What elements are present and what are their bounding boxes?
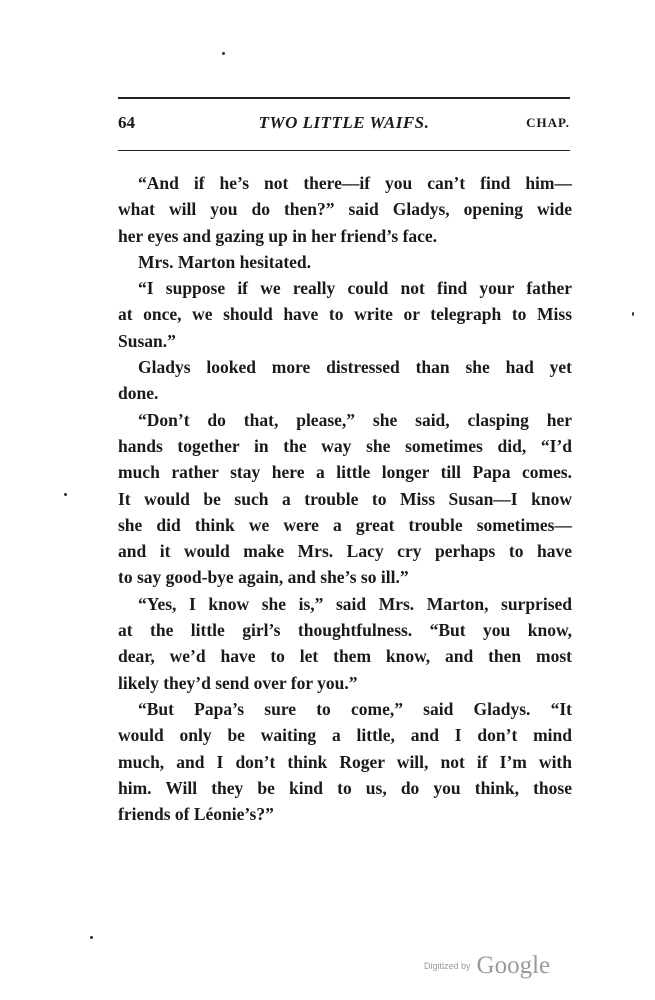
header-top-rule <box>118 97 570 99</box>
text-line: much rather stay here a little longer till Papa comes. <box>118 462 572 483</box>
text-line: Mrs. Marton hesitated. <box>138 251 312 272</box>
text-line: done. <box>118 383 159 404</box>
text-line: Gladys looked more distressed than she had yet <box>138 357 572 378</box>
text-line: much, and I don’t think Roger will, not if I’m with <box>118 751 572 772</box>
text-line: dear, we’d have to let them know, and then most <box>118 646 572 667</box>
chapter-label: CHAP. <box>526 115 570 130</box>
digitized-by-label: Digitized by <box>424 961 471 971</box>
text-line: “Don’t do that, please,” she said, clasping her <box>138 409 572 430</box>
text-line: “I suppose if we really could not find your father <box>138 278 572 299</box>
text-line: hands together in the way she sometimes did, “I’d <box>118 435 572 456</box>
text-line: would only be waiting a little, and I don’t mind <box>118 725 572 746</box>
text-line: she did think we were a great trouble sometimes— <box>118 514 572 535</box>
page-number: 64 <box>118 113 135 132</box>
text-line: and it would make Mrs. Lacy cry perhaps to have <box>118 541 572 562</box>
text-line: It would be such a trouble to Miss Susan—I know <box>118 488 572 509</box>
text-line: her eyes and gazing up in her friend’s face. <box>118 225 438 246</box>
text-line: him. Will they be kind to us, do you think, those <box>118 777 572 798</box>
text-line: likely they’d send over for you.” <box>118 672 358 693</box>
text-line: at the little girl’s thoughtfulness. “But you know, <box>118 620 572 641</box>
text-line: at once, we should have to write or telegraph to Miss <box>118 304 572 325</box>
digitized-by-watermark <box>424 952 550 980</box>
text-line: “Yes, I know she is,” said Mrs. Marton, surprised <box>138 593 572 614</box>
text-line: what will you do then?” said Gladys, opening wide <box>118 199 572 220</box>
scan-speck <box>222 52 225 55</box>
text-line: friends of Léonie’s?” <box>118 804 274 825</box>
header-bottom-rule <box>118 150 570 151</box>
scan-speck <box>64 493 67 496</box>
google-logo: Google <box>476 952 551 979</box>
scan-speck <box>632 312 634 316</box>
text-line: Susan.” <box>118 330 176 351</box>
running-title: TWO LITTLE WAIFS. <box>258 113 430 132</box>
text-line: “But Papa’s sure to come,” said Gladys. “It <box>138 698 572 719</box>
scan-speck <box>90 936 93 939</box>
text-line: “And if he’s not there—if you can’t find him— <box>138 173 572 193</box>
text-line: to say good-bye again, and she’s so ill.” <box>118 567 409 588</box>
running-header <box>118 113 570 139</box>
body-text <box>118 170 572 827</box>
